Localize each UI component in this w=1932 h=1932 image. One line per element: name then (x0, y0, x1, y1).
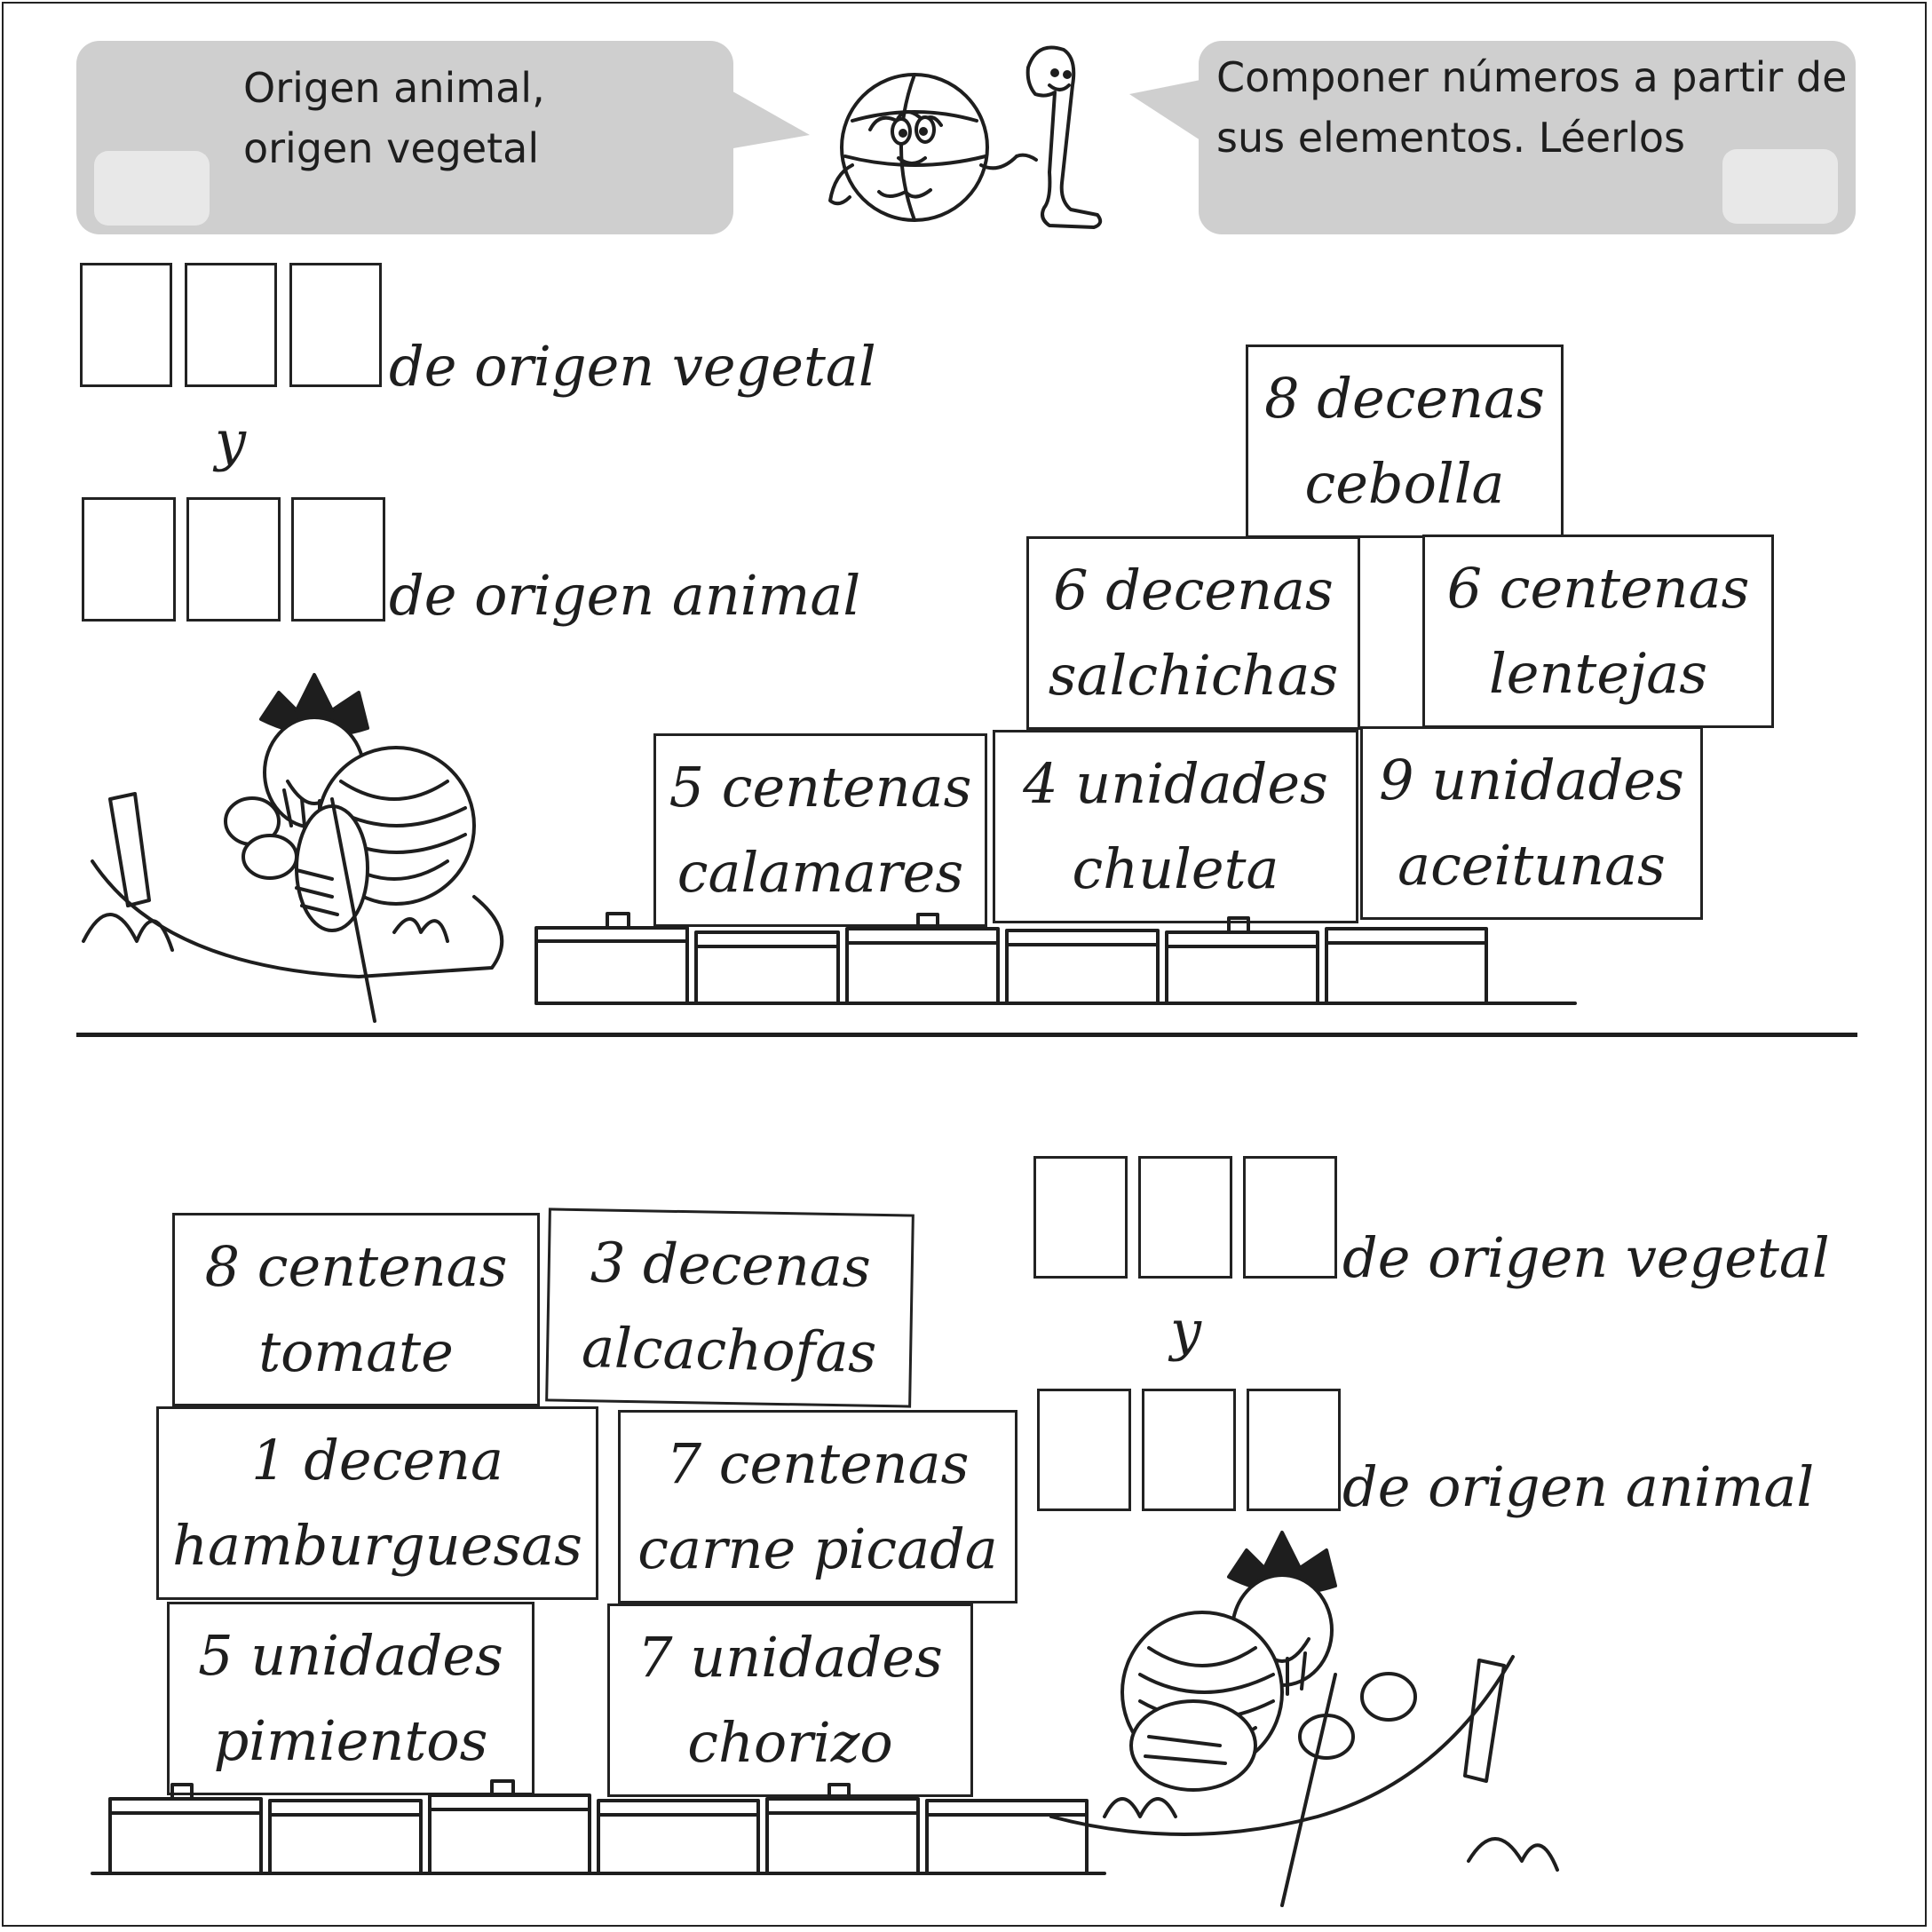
rowing-pirate-with-crates-icon (75, 648, 1593, 1030)
right-bubble-tail (1129, 76, 1200, 147)
card-line-1: 9 unidades (1379, 748, 1684, 812)
card-line-1: 6 decenas (1053, 558, 1334, 622)
card-8-centenas-tomate (172, 1213, 540, 1406)
right-bubble-line-2: sus elementos. Léerlos (1216, 114, 1685, 162)
card-line-1: 6 centenas (1446, 556, 1750, 621)
bottom-vegetal-hundreds-box[interactable] (1033, 1156, 1128, 1279)
card-line-2: aceitunas (1398, 833, 1666, 898)
top-animal-hundreds-box[interactable] (82, 497, 176, 622)
right-bubble-line-1: Componer números a partir de (1216, 53, 1848, 101)
top-animal-label: de origen animal (389, 563, 861, 628)
section-divider (76, 1033, 1857, 1037)
top-vegetal-label: de origen vegetal (389, 334, 876, 399)
bottom-animal-tens-box[interactable] (1142, 1389, 1236, 1511)
left-bubble-line-1: Origen animal, (243, 64, 545, 112)
card-line-2: chorizo (687, 1710, 893, 1775)
card-line-2: alcachofas (581, 1315, 877, 1385)
card-line-2: chuleta (1072, 836, 1279, 901)
card-line-2: cebolla (1304, 451, 1505, 516)
card-3-decenas-alcachofas (545, 1208, 915, 1407)
card-line-2: carne picada (637, 1516, 998, 1581)
bottom-animal-units-box[interactable] (1247, 1389, 1341, 1511)
top-connector-y: y (215, 408, 247, 473)
bottom-connector-y: y (1170, 1298, 1202, 1363)
bottom-vegetal-units-box[interactable] (1243, 1156, 1337, 1279)
card-line-1: 7 unidades (637, 1625, 943, 1690)
card-line-2: tomate (258, 1319, 454, 1384)
top-vegetal-units-box[interactable] (289, 263, 382, 387)
card-line-2: calamares (677, 840, 964, 905)
top-animal-units-box[interactable] (291, 497, 385, 622)
left-bubble-line-2: origen vegetal (243, 124, 540, 172)
rowing-pirate-with-crates-icon (83, 1524, 1593, 1914)
card-line-2: hamburguesas (172, 1513, 582, 1578)
bottom-vegetal-label: de origen vegetal (1342, 1225, 1830, 1290)
bottom-vegetal-tens-box[interactable] (1138, 1156, 1232, 1279)
left-bubble-tail (728, 80, 817, 160)
card-line-1: 7 centenas (666, 1431, 970, 1496)
card-line-2: lentejas (1488, 641, 1708, 706)
card-line-2: salchichas (1048, 643, 1339, 708)
bottom-animal-label: de origen animal (1342, 1454, 1815, 1519)
left-bubble-answer-slot[interactable] (94, 151, 210, 226)
bottom-animal-hundreds-box[interactable] (1037, 1389, 1131, 1511)
card-line-1: 3 decenas (590, 1230, 872, 1300)
card-line-1: 8 decenas (1264, 366, 1545, 431)
card-line-1: 4 unidades (1023, 751, 1328, 816)
top-vegetal-hundreds-box[interactable] (80, 263, 172, 387)
globe-and-number-one-mascot-icon (817, 32, 1119, 236)
card-line-1: 1 decena (251, 1428, 503, 1493)
top-vegetal-tens-box[interactable] (185, 263, 277, 387)
card-line-1: 5 centenas (669, 755, 972, 820)
card-line-2: pimientos (213, 1708, 488, 1773)
top-animal-tens-box[interactable] (186, 497, 281, 622)
card-line-1: 8 centenas (204, 1234, 508, 1299)
card-8-decenas-cebolla (1246, 344, 1564, 538)
card-line-1: 5 unidades (198, 1623, 503, 1688)
right-bubble-answer-slot[interactable] (1722, 149, 1838, 224)
